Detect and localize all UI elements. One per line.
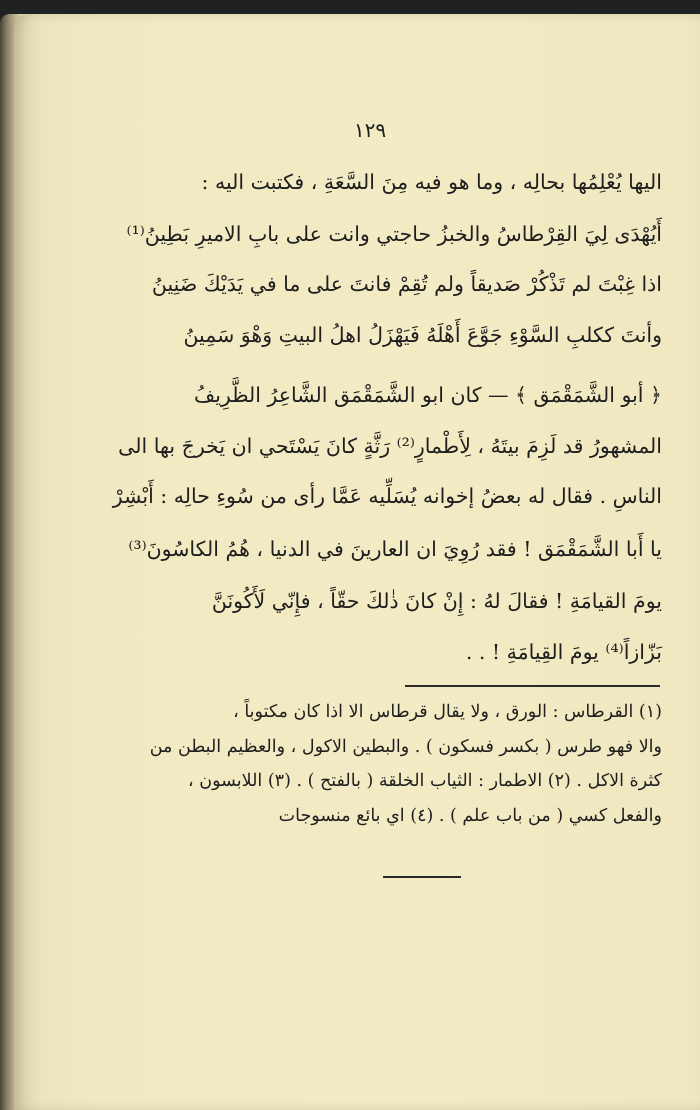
footnote-divider xyxy=(405,685,660,687)
footnote-line-4: والفعل كسي ( من باب علم ) . (٤) اي بائع منسوجات xyxy=(278,806,662,826)
body-line-2: المشهورُ قد لَزِمَ بيتَهُ ، لِأَطْمارٍ⁽²⁾ رَثَّةٍ كانَ يَسْتَحي ان يَخرجَ بها الى xyxy=(118,434,662,458)
body-line-4: يا أَبا الشَّمَقْمَق ! فقد رُوِيَ ان العارينَ في الدنيا ، هُمُ الكاسُونَ⁽³⁾ xyxy=(128,537,662,561)
body-line-3: الناسِ . فقال له بعضُ إخوانه يُسَلِّيه عَمَّا رأى من سُوءِ حالِه : أَبْشِرْ xyxy=(112,484,662,508)
poem-line-3: وأنتَ ككلبِ السَّوْءِ جَوَّعَ أَهْلَهُ فَيَهْزَلُ اهلُ البيتِ وَهْوَ سَمِينُ xyxy=(183,323,662,347)
footnote-line-2: والا فهو طرس ( بكسر فسكون ) . والبطين الاكول ، والعظيم البطن من xyxy=(149,737,662,757)
footnote-line-3: كثرة الاكل . (٢) الاطمار : الثياب الخلقة ( بالفتح ) . (٣) اللابسون ، xyxy=(188,771,662,791)
body-line-6: بَزّازاً⁽⁴⁾ يومَ القِيامَةِ ! . . xyxy=(465,640,662,664)
page-number: ١٢٩ xyxy=(353,118,387,142)
section-heading-line: ﴿ أبو الشَّمَقْمَق ﴾ — كان ابو الشَّمَقْمَق الشَّاعِرُ الظَّرِيفُ xyxy=(193,383,662,407)
end-divider xyxy=(383,876,461,878)
footnote-line-1: (١) القرطاس : الورق ، ولا يقال قرطاس الا اذا كان مكتوباً ، xyxy=(233,702,662,722)
poem-line-2: اذا غِبْتَ لم تَذْكُرْ صَديقاً ولم تُقِمْ فانتَ على ما في يَدَيْكَ ضَنِينُ xyxy=(151,272,662,296)
body-line-1: اليها يُعْلِمُها بحالِه ، وما هو فيه مِنَ السَّعَةِ ، فكتبت اليه : xyxy=(201,170,662,194)
poem-line-1: أَيُهْدَى لِيَ القِرْطاسُ والخبزُ حاجتي وانت على بابِ الاميرِ بَطِينُ⁽¹⁾ xyxy=(126,222,662,246)
body-line-5: يومَ القيامَةِ ! فقالَ لهُ : إِنْ كانَ ذٰلكَ حقّاً ، فإِنّي لَأَكُونَنَّ xyxy=(211,589,662,613)
